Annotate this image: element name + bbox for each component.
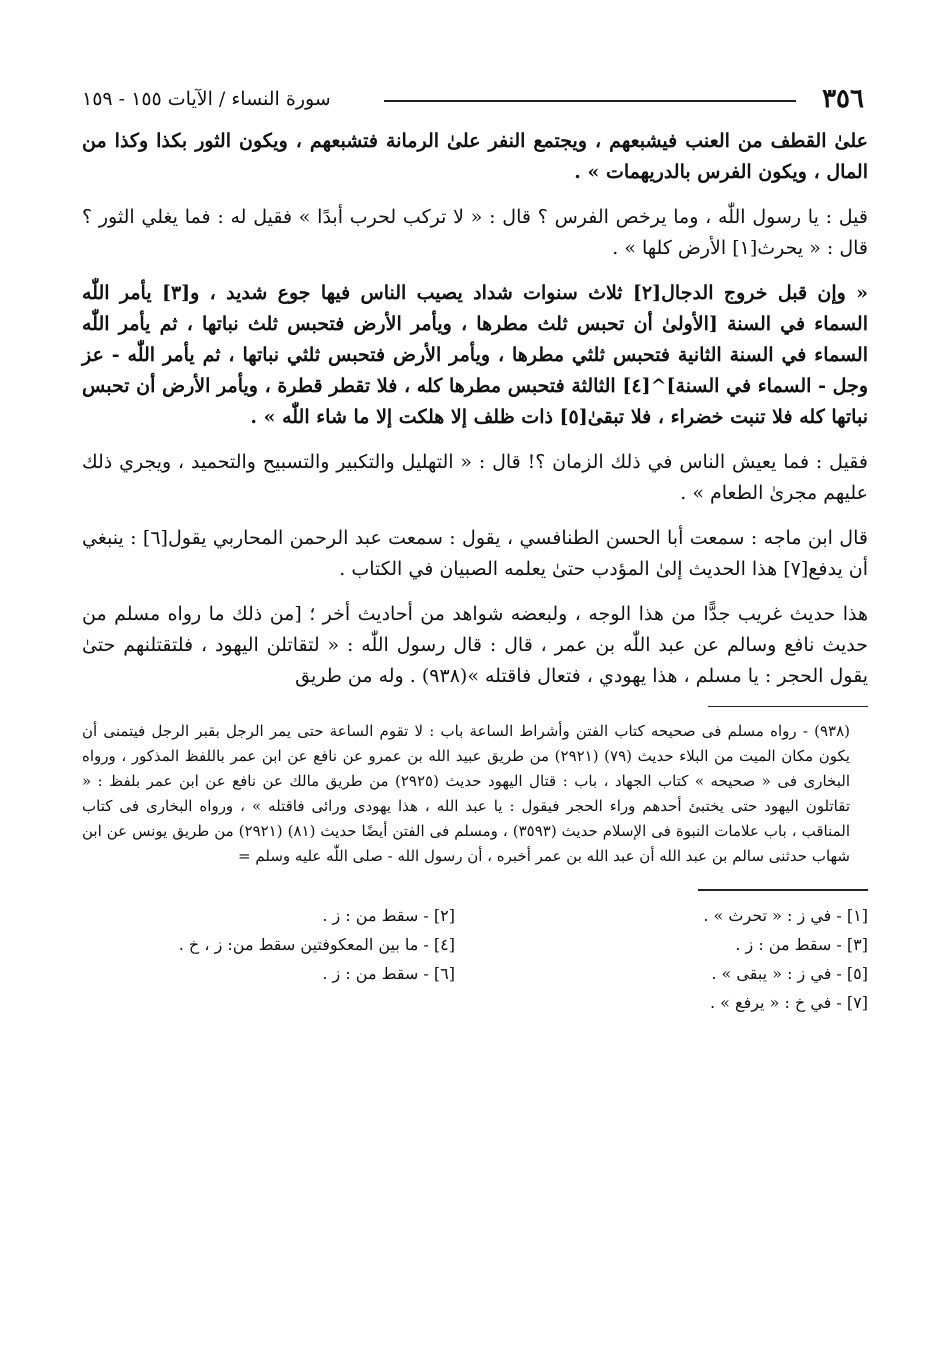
footnote-separator [708,706,868,707]
page-header [82,82,868,118]
paragraph: علىٰ القطف من العنب فيشبعهم ، ويجتمع النفر علىٰ الرمانة فتشبعهم ، ويكون الثور بكذا وكذا من المال ، ويكون الفرس بالدريهمات » . [82,130,868,183]
header-rule [384,100,796,102]
variant-note: [٢] - سقط من : ز . [322,906,455,925]
paragraph: هذا حديث غريب جدًّا من هذا الوجه ، ولبعضه شواهد من أحاديث أخر ؛ [من ذلك ما رواه مسلم من حديث نافع وسالم عن عبد اللّٰه بن عمر ، قال : قال رسول اللّٰه : « لتقاتلن اليهود ، فلتقتلنهم حتىٰ يقول الحجر : يا مسلم ، هذا يهودي ، فتعال فاقتله »(٩٣٨) . وله من طريق [82,603,868,687]
variant-note: [٦] - سقط من : ز . [322,964,455,983]
document-page [82,82,868,1014]
running-title: سورة النساء / الآيات ١٥٥ - ١٥٩ [82,88,331,110]
paragraph: قيل : يا رسول اللّٰه ، وما يرخص الفرس ؟ قال : « لا تركب لحرب أبدًا » فقيل له : فما يغلي الثور ؟ قال : « يحرث[١] الأرض كلها » . [82,206,868,259]
paragraph: فقيل : فما يعيش الناس في ذلك الزمان ؟! قال : « التهليل والتكبير والتسبيح والتحميد ، ويجري ذلك عليهم مجرىٰ الطعام » . [82,451,868,504]
variant-note: [٣] - سقط من : ز . [735,935,868,954]
variant-notes-separator [698,889,868,891]
variant-note: [٥] - في ز : « يبقى » . [711,964,868,983]
paragraph: « وإن قبل خروج الدجال[٢] ثلاث سنوات شداد يصيب الناس فيها جوع شديد ، و[٣] يأمر اللّٰه السماء في السنة [الأولىٰ أن تحبس ثلث مطرها ، ويأمر الأرض فتحبس ثلث نباتها ، ثم يأمر اللّٰه السماء في السنة الثانية فتحبس ثلثي مطرها ، ويأمر الأرض فتحبس ثلثي نباتها ، ثم يأمر اللّٰه - عز وجل - السماء في السنة]^[٤] الثالثة فتحبس مطرها كله ، فلا تقطر قطرة ، ويأمر الأرض أن تحبس نباتها كله فلا تنبت خضراء ، فلا تبقىٰ[٥] ذات ظلف إلا هلكت إلا ما شاء اللّٰه » . [82,282,868,428]
variant-notes [82,905,868,1014]
paragraph: قال ابن ماجه : سمعت أبا الحسن الطنافسي ، يقول : سمعت عبد الرحمن المحاربي يقول[٦] : ينبغي أن يدفع[٧] هذا الحديث إلىٰ المؤدب حتىٰ يعلمه الصبيان في الكتاب . [82,527,868,580]
variant-note: [٤] - ما بين المعكوفتين سقط من: ز ، خ . [178,935,455,954]
page-number: ٣٥٦ [822,84,864,114]
variant-note: [١] - في ز : « تحرث » . [703,906,868,925]
variant-note: [٧] - في خ : « يرفع » . [710,993,868,1012]
footnote-main: (٩٣٨) - رواه مسلم فى صحيحه كتاب الفتن وأشراط الساعة باب : لا تقوم الساعة حتى يمر الرجل بقبر الرجل فيتمنى أن يكون مكان الميت من البلاء حديث (٧٩) (٢٩٢١) من طريق عبيد الله بن عمرو عن نافع عن ابن عمر باللفظ المذكور ، ورواه البخارى فى « صحيحه » كتاب الجهاد ، باب : قتال اليهود حديث (٢٩٢٥) من طريق مالك عن نافع عن ابن عمر بلفظ : « تقاتلون اليهود حتى يختبئ أحدهم وراء الحجر فيقول : يا عبد الله ، هذا يهودى ورائى فاقتله » ، ورواه البخارى فى كتاب المناقب ، باب علامات النبوة فى الإسلام حديث (٣٥٩٣) ، ومسلم فى الفتن أيضًا حديث (٨١) (٢٩٢١) من طريق يونس عن ابن شهاب حدثنى سالم بن عبد الله أن عبد الله بن عمر أخبره ، أن رسول الله - صلى اللّٰه عليه وسلم = [82,722,850,865]
main-text [82,126,868,692]
